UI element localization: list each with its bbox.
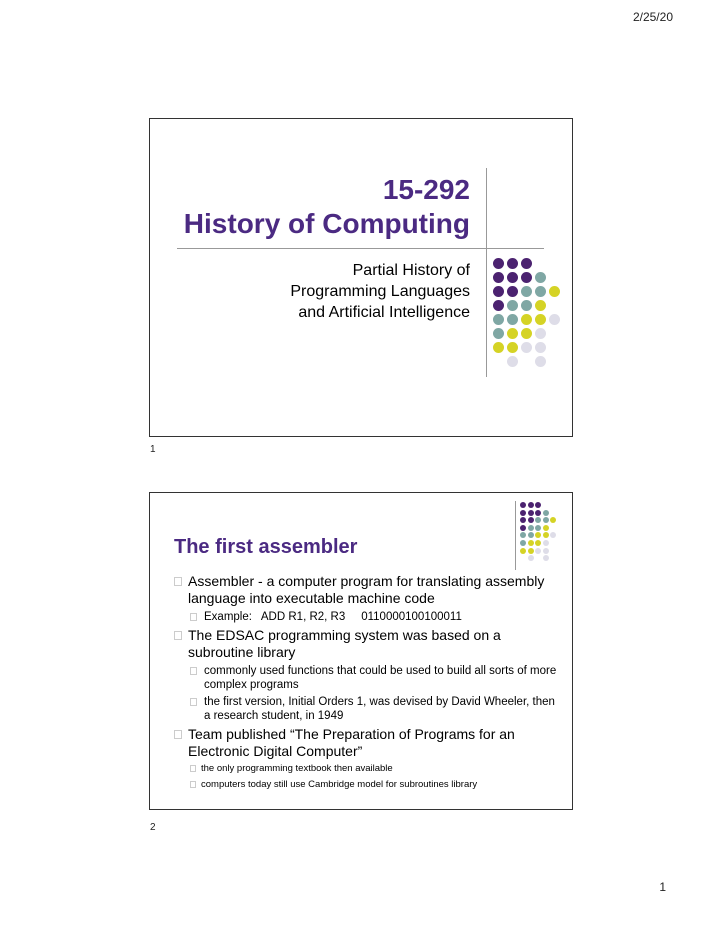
bullet-icon (174, 631, 182, 640)
slide-1 (149, 118, 573, 437)
slide-1-title (184, 173, 470, 241)
decorative-dot (543, 532, 549, 538)
decorative-dot (493, 342, 504, 353)
decorative-dot (535, 272, 546, 283)
decorative-dot (507, 356, 518, 367)
decorative-dot (549, 314, 560, 325)
decorative-dot (535, 314, 546, 325)
sub-bullet-item (188, 763, 564, 775)
decorative-dot (528, 548, 534, 554)
decorative-dot (507, 272, 518, 283)
decorative-dot (521, 314, 532, 325)
decorative-dot (507, 258, 518, 269)
decorative-dot (520, 510, 526, 516)
decorative-dot (535, 540, 541, 546)
decorative-dot (543, 517, 549, 523)
horizontal-divider (177, 248, 544, 249)
decorative-dot (493, 258, 504, 269)
slide-2-title: The first assembler (174, 536, 358, 558)
bullet-icon (190, 781, 196, 788)
decorative-dot (535, 286, 546, 297)
course-number: 15-292 (382, 174, 470, 205)
slide-1-subtitle (290, 260, 470, 323)
decorative-dot (493, 272, 504, 283)
slide-2-number: 2 (150, 822, 156, 833)
bullet-icon (190, 613, 197, 621)
sub-bullet-text: commonly used functions that could be used to build all sorts of more complex programs (204, 665, 557, 691)
decorative-dot (535, 356, 546, 367)
decorative-dot (528, 525, 534, 531)
sub-bullet-text: Example: ADD R1, R2, R3 0110000100100011 (204, 611, 462, 623)
bullet-text: Team published “The Preparation of Programs for an Electronic Digital Computer” (188, 726, 515, 759)
decorative-dot (535, 328, 546, 339)
decorative-dot (535, 532, 541, 538)
decorative-dot (528, 532, 534, 538)
decorative-dot (549, 286, 560, 297)
slide-2 (149, 492, 573, 810)
decorative-dot (543, 525, 549, 531)
vertical-divider (486, 168, 487, 377)
decorative-dot (535, 510, 541, 516)
sub-bullet-text: the first version, Initial Orders 1, was devised by David Wheeler, then a research student, in 1949 (204, 696, 555, 722)
decorative-dot (521, 300, 532, 311)
decorative-dot (521, 258, 532, 269)
decorative-dot (521, 342, 532, 353)
decorative-dot (535, 502, 541, 508)
decorative-dot (528, 555, 534, 561)
sub-bullet-text: computers today still use Cambridge model for subroutines library (201, 779, 478, 790)
sub-bullet-item (188, 779, 564, 791)
bullet-icon (174, 577, 182, 586)
decorative-dot (521, 328, 532, 339)
decorative-dot (507, 286, 518, 297)
decorative-dot (543, 540, 549, 546)
decorative-dot (507, 300, 518, 311)
bullet-item (174, 726, 564, 760)
page-date: 2/25/20 (632, 10, 673, 24)
decorative-dot (493, 300, 504, 311)
sub-bullet-item (188, 695, 564, 723)
sub-bullet-item (188, 664, 564, 692)
subtitle-line: and Artificial Intelligence (298, 304, 470, 321)
decorative-dot (520, 548, 526, 554)
decorative-dot (493, 314, 504, 325)
decorative-dot (520, 532, 526, 538)
bullet-icon (190, 765, 196, 772)
decorative-dot (520, 540, 526, 546)
slide-1-number: 1 (150, 444, 156, 455)
decorative-dot (507, 342, 518, 353)
decorative-dot (535, 525, 541, 531)
decorative-dot (493, 286, 504, 297)
slide-2-content (174, 573, 564, 795)
bullet-icon (190, 698, 197, 706)
bullet-icon (190, 667, 197, 675)
decorative-dot (535, 517, 541, 523)
sub-bullet-text: the only programming textbook then available (201, 763, 393, 774)
subtitle-line: Programming Languages (290, 283, 470, 300)
decorative-dot (550, 532, 556, 538)
decorative-dot (493, 328, 504, 339)
vertical-divider (515, 501, 516, 570)
decorative-dot (520, 525, 526, 531)
decorative-dot (528, 517, 534, 523)
decorative-dot (550, 517, 556, 523)
bullet-item (174, 573, 564, 607)
decorative-dot (507, 328, 518, 339)
sub-bullet-item (188, 610, 564, 624)
decorative-dot (535, 342, 546, 353)
decorative-dot (520, 517, 526, 523)
bullet-icon (174, 730, 182, 739)
decorative-dot (528, 540, 534, 546)
decorative-dot (535, 300, 546, 311)
decorative-dot (507, 314, 518, 325)
decorative-dot (543, 510, 549, 516)
decorative-dot (521, 286, 532, 297)
subtitle-line: Partial History of (352, 262, 470, 279)
decorative-dot (521, 272, 532, 283)
decorative-dot (535, 548, 541, 554)
decorative-dot (543, 555, 549, 561)
decorative-dot (528, 510, 534, 516)
decorative-dot (528, 502, 534, 508)
decorative-dot (543, 548, 549, 554)
decorative-dot (520, 502, 526, 508)
page-number: 1 (659, 880, 666, 894)
bullet-text: Assembler - a computer program for translating assembly language into executable machine code (188, 573, 545, 606)
bullet-item (174, 627, 564, 661)
bullet-text: The EDSAC programming system was based on a subroutine library (188, 627, 501, 660)
course-title: History of Computing (183, 208, 470, 239)
